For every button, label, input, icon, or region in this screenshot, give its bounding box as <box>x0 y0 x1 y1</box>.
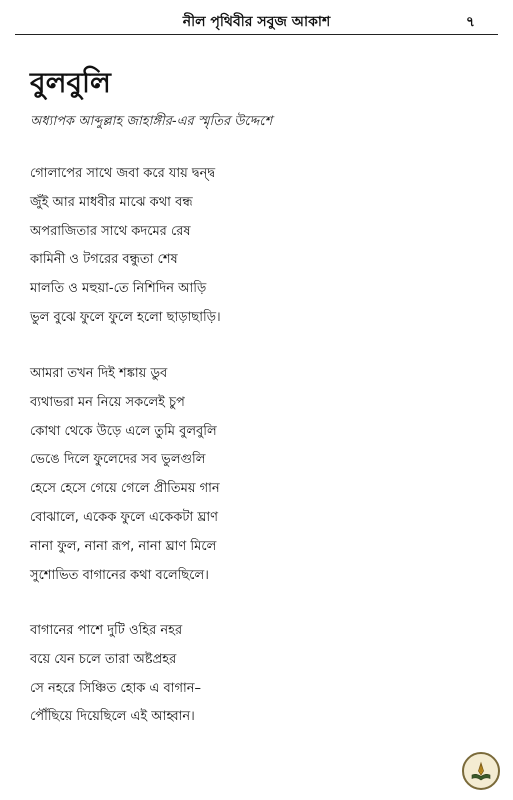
poem-line: বয়ে যেন চলে তারা অষ্টপ্রহর <box>30 651 177 667</box>
emblem-graphic <box>466 756 496 786</box>
running-header <box>0 0 513 38</box>
stanza-2 <box>30 360 220 590</box>
header-divider <box>15 34 498 35</box>
page-number: ৭ <box>465 14 475 30</box>
poem-line: কোথা থেকে উড়ে এলে তুমি বুলবুলি <box>30 423 217 439</box>
poem-title: বুলবুলি <box>30 66 111 99</box>
stanza-3 <box>30 617 201 732</box>
poem-line: বোঝালে, একেক ফুলে একেকটা ঘ্রাণ <box>30 509 219 525</box>
poem-line: কামিনী ও টগরের বন্ধুতা শেষ <box>30 252 178 268</box>
poem-line: ব্যথাভরা মন নিয়ে সকলেই চুপ <box>30 394 185 410</box>
book-pen-emblem-icon <box>462 752 500 790</box>
poem-line: হেসে হেসে গেয়ে গেলে প্রীতিময় গান <box>30 481 220 497</box>
poem-dedication: অধ্যাপক আব্দুল্লাহ জাহাঙ্গীর-এর স্মৃতির উদ্দেশে <box>30 114 273 129</box>
poem-line: বাগানের পাশে দুটি ওহির নহর <box>30 623 183 638</box>
poem-line: মালতি ও মহুয়া-তে নিশিদিন আড়ি <box>30 281 207 297</box>
poem-line: সুশোভিত বাগানের কথা বলেছিলে। <box>30 567 209 583</box>
poem-line: গোলাপের সাথে জবা করে যায় দ্বন্দ্ব <box>30 166 216 181</box>
book-title: নীল পৃথিবীর সবুজ আকাশ <box>182 14 331 30</box>
poem-line: ভুল বুঝে ফুলে ফুলে হলো ছাড়াছাড়ি। <box>30 309 221 325</box>
poem-line: নানা ফুল, নানা রূপ, নানা ঘ্রাণ মিলে <box>30 538 217 554</box>
poem-line: সে নহরে সিঞ্চিত হোক এ বাগান– <box>30 680 202 696</box>
poem-line: জুঁই আর মাধবীর মাঝে কথা বন্ধ <box>30 194 193 210</box>
poem-line: আমরা তখন দিই শঙ্কায় ডুব <box>30 366 168 381</box>
stanza-1 <box>30 160 221 333</box>
poem-line: অপরাজিতার সাথে কদমের রেষ <box>30 223 191 239</box>
poem-line: পৌঁছিয়ে দিয়েছিলে এই আহ্বান। <box>30 709 195 725</box>
poem-line: ভেঙে দিলে ফুলেদের সব ভুলগুলি <box>30 452 206 468</box>
